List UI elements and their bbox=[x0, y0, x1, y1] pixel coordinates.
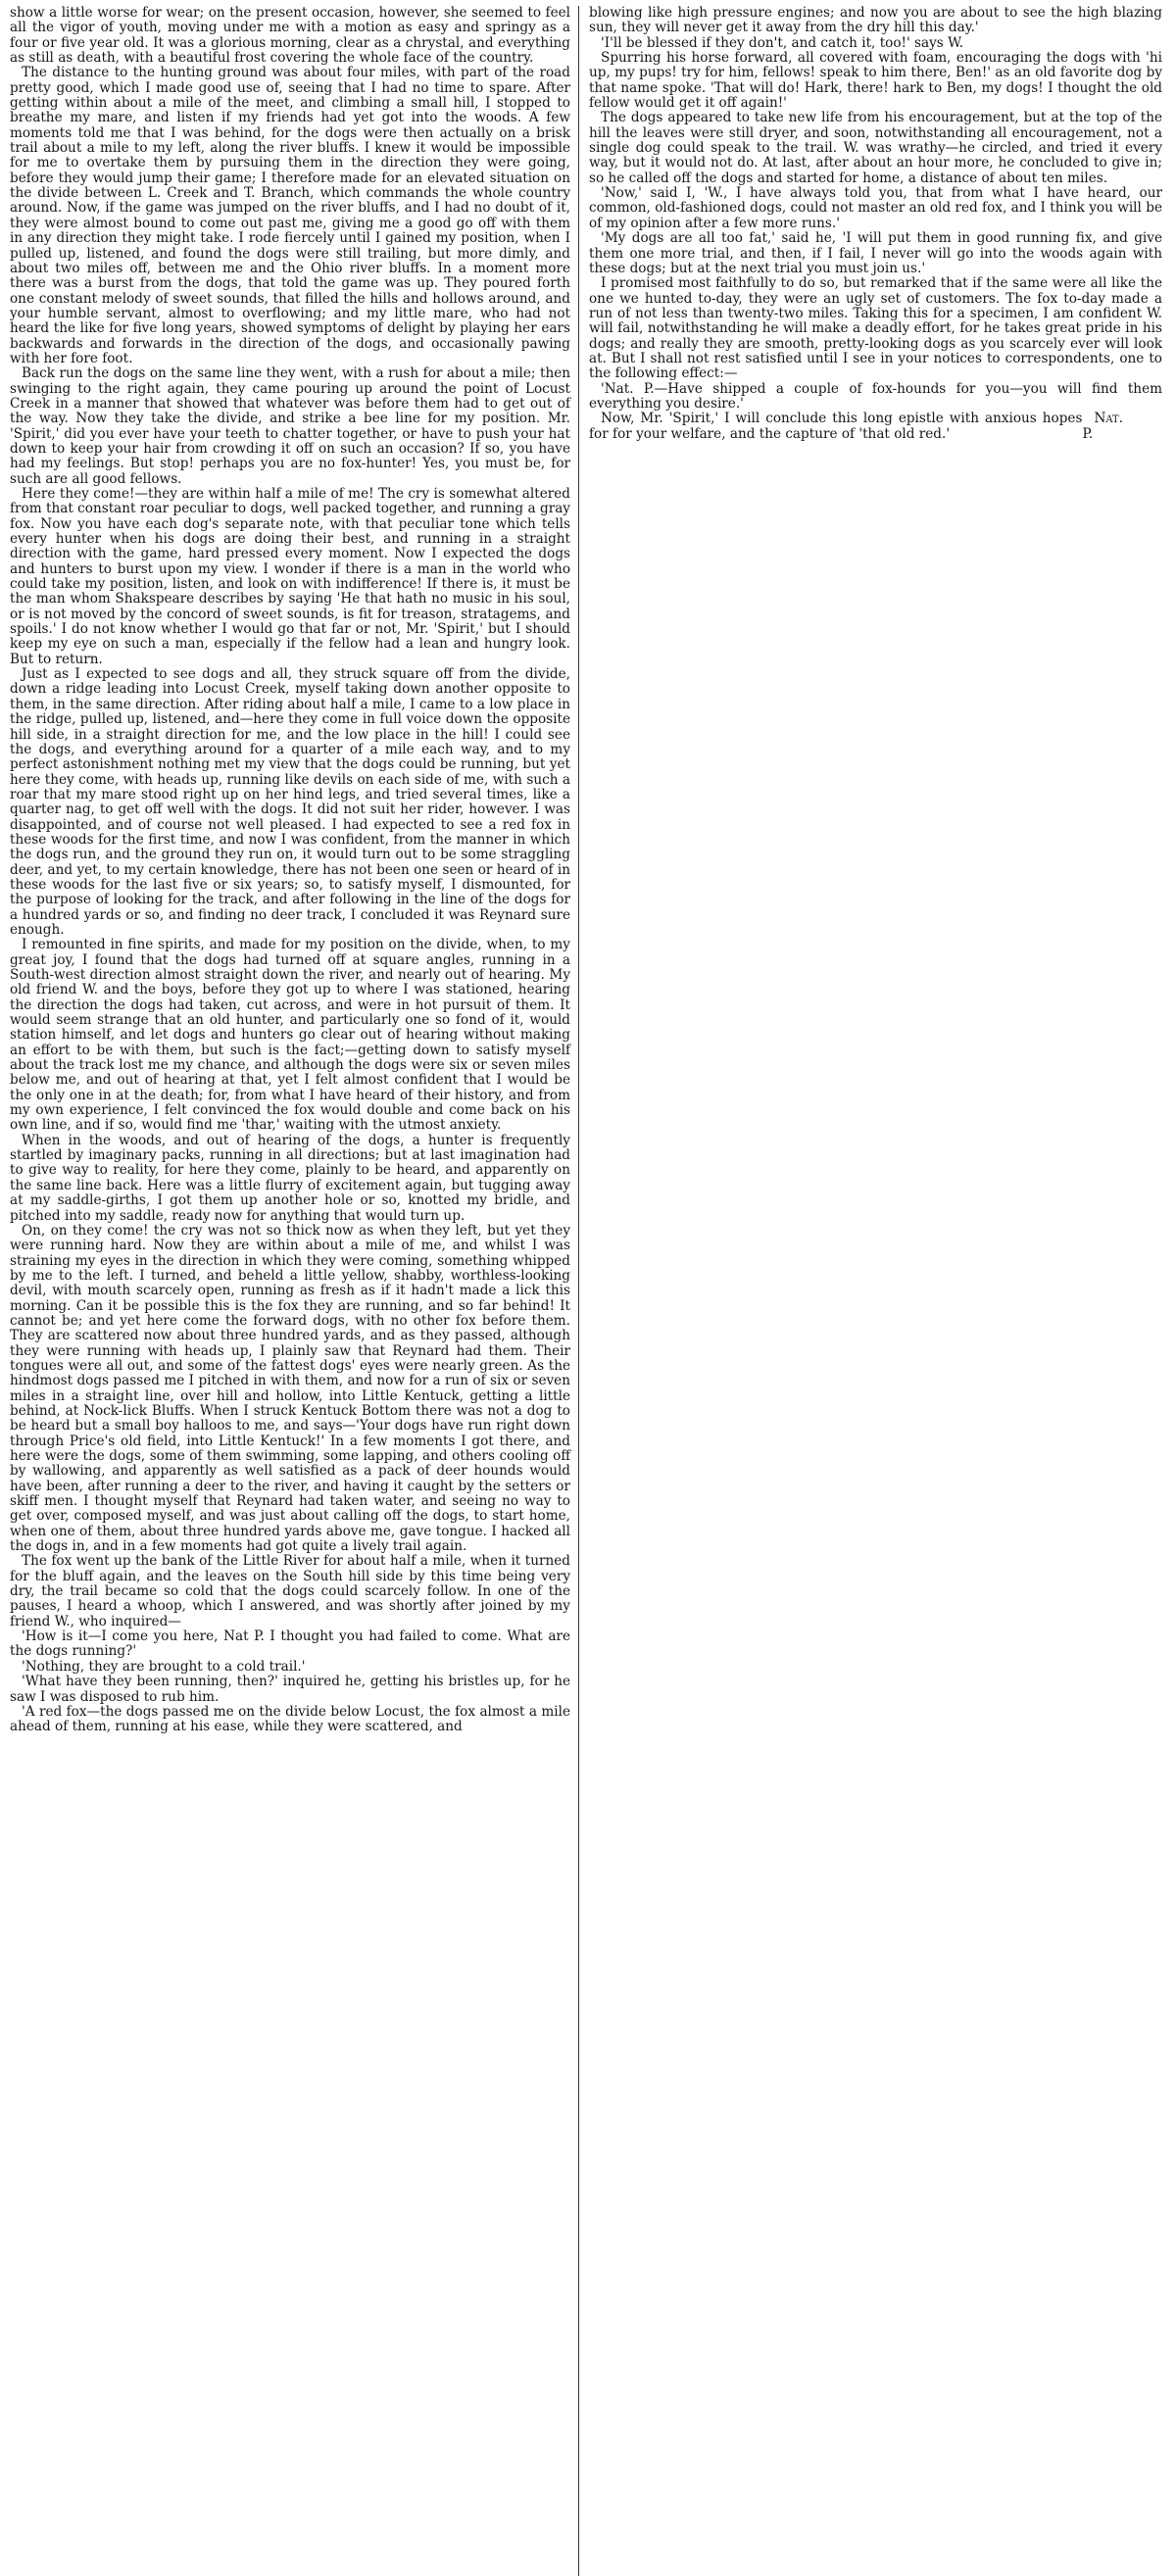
left-column bbox=[10, 6, 578, 2576]
author-signature: Nat. P. bbox=[1082, 411, 1123, 442]
dialogue-line: 'I'll be blessed if they don't, and catch it, too!' says W. bbox=[601, 34, 964, 51]
paragraph: On, on they come! the cry was not so thick now as when they left, but yet they were running hard. Now they are within about a mile of me, and whilst I was straining my eyes in the direction in which they were coming, something whipped by me to the left. I turned, and beheld a little yellow, shabby, worthless-looking devil, with mouth scarcely open, running as fresh as if it hadn't made a lick this morning. Can it be possible this is the fox they are running, and so far behind! It cannot be; and yet here come the forward dogs, with no other fox before them. They are scattered now about three hundred yards, and as they passed, although they were running with heads up, I plainly saw that Reynard had them. Their tongues were all out, and some of the fattest dogs' eyes were nearly green. As the hindmost dogs passed me I pitched in with them, and now for a run of six or seven miles in a straight line, over hill and hollow, into Little Kentuck, getting a little behind, at Nock-lick Bluffs. When I struck Kentuck Bottom there was not a dog to be heard but a small boy halloos to me, and says—'Your dogs have run right down through Price's old field, into Little Kentuck!' In a few moments I got there, and here were the dogs, some of them swimming, some lapping, and others cooling off by wallowing, and apparently as well satisfied as a pack of deer hounds would have been, after running a deer to the river, and having it caught by the setters or skiff men. I thought myself that Reynard had taken water, and seeing no way to get over, composed myself, and was just about calling off the dogs, to start home, when one of them, about three hundred yards above me, gave tongue. I hacked all the dogs in, and in a few moments had got quite a lively trail again. bbox=[10, 1222, 570, 1555]
dialogue-line: 'What have they been running, then?' inquired he, getting his bristles up, for he saw I was disposed to rub him. bbox=[10, 1674, 570, 1705]
closing-paragraph: Now, Mr. 'Spirit,' I will conclude this long epistle with anxious hopes for for your welfare, and the capture of 'that old red.' bbox=[589, 411, 1083, 442]
paragraph: 'My dogs are all too fat,' said he, 'I will put them in good running fix, and give them one more trial, and then, if I fail, I never will go into the woods again with these dogs; but at the next trial you must join us.' bbox=[589, 230, 1162, 276]
paragraph: I promised most faithfully to do so, but remarked that if the same were all like the one we hunted to-day, they were an ugly set of customers. The fox to-day made a run of not less than twenty-two miles. Taking this for a specimen, I am confident W. will fail, notwithstanding he will make a deadly effort, for he takes great pride in his dogs; and really they are smooth, pretty-looking dogs as you scarcely ever will look at. But I shall not rest satisfied until I see in your notices to correspondents, one to the following effect:— bbox=[589, 275, 1162, 382]
paragraph: Just as I expected to see dogs and all, they struck square off from the divide, down a ridge leading into Locust Creek, myself taking down another opposite to them, in the same direction. After riding about half a mile, I came to a low place in the ridge, pulled up, listened, and—here they come in full voice down the opposite hill side, in a straight direction for me, and the low place in the hill! I could see the dogs, and everything around for a quarter of a mile each way, and to my perfect astonishment nothing met my view that the dogs could be running, but yet here they come, with heads up, running like devils on each side of me, with such a roar that my mare stood right up on her hind legs, and tried several times, like a quarter nag, to get off well with the dogs. It did not suit her rider, however. I was disappointed, and of course not well pleased. I had expected to see a red fox in these woods for the first time, and now I was confident, from the manner in which the dogs run, and the ground they run on, it would turn out to be some straggling deer, and yet, to my certain knowledge, there has not been one seen or heard of in these woods for the last five or six years; so, to satisfy myself, I dismounted, for the purpose of looking for the track, and after following in the line of the dogs for a hundred yards or so, and finding no deer track, I concluded it was Reynard sure enough. bbox=[10, 666, 570, 938]
paragraph: 'Now,' said I, 'W., I have always told you, that from what I have heard, our common, old-fashioned dogs, could not master an old red fox, and I think you will be of my opinion after a few more runs.' bbox=[589, 185, 1162, 231]
dialogue-line: 'Nothing, they are brought to a cold trail.' bbox=[22, 1658, 306, 1675]
paragraph: 'Nat. P.—Have shipped a couple of fox-hounds for you—you will find them everything you desire.' bbox=[589, 380, 1162, 412]
paragraph: The fox went up the bank of the Little River for about half a mile, when it turned for the bluff again, and the leaves on the South hill side by this time being very dry, the trail became so cold that the dogs could scarcely follow. In one of the pauses, I heard a whoop, which I answered, and was shortly after joined by my friend W., who inquired— bbox=[10, 1553, 570, 1629]
paragraph: I remounted in fine spirits, and made for my position on the divide, when, to my great joy, I found that the dogs had turned off at square angles, running in a South-west direction almost straight down the river, and nearly out of hearing. My old friend W. and the boys, before they got up to where I was stationed, hearing the direction the dogs had taken, cut across, and were in hot pursuit of them. It would seem strange that an old hunter, and particularly one so fond of it, would station himself, and let dogs and hunters go clear out of hearing without making an effort to be with them, but such is the fact;—getting down to satisfy myself about the track lost me my chance, and although the dogs were six or seven miles below me, and out of hearing at that, yet I felt almost confident that I would be the only one in at the death; for, from what I have heard of their history, and from my own experience, I felt convinced the fox would double and come back on his own line, and if so, would find me 'thar,' waiting with the utmost anxiety. bbox=[10, 937, 570, 1134]
paragraph: blowing like high pressure engines; and now you are about to see the high blazing sun, they will never get it away from the dry hill this day.' bbox=[589, 6, 1162, 36]
paragraph: Here they come!—they are within half a mile of me! The cry is somewhat altered from that constant roar peculiar to dogs, well packed together, and running a gray fox. Now you have each dog's separate note, with that peculiar tone which tells every hunter when his dogs are doing their best, and running in a straight direction with the game, hard pressed every moment. Now I expected the dogs and hunters to burst upon my view. I wonder if there is a man in the world who could take my position, listen, and look on with indifference! If there is, it must be the man whom Shakspeare describes by saying 'He that hath no music in his soul, or is not moved by the concord of sweet sounds, is fit for treason, stratagems, and spoils.' I do not know whether I would go that far or not, Mr. 'Spirit,' but I should keep my eye on such a man, especially if the fellow had a lean and hungry look. But to return. bbox=[10, 486, 570, 667]
closing-row bbox=[589, 412, 1162, 442]
right-column bbox=[579, 6, 1162, 2576]
dialogue-line: 'How is it—I come you here, Nat P. I thought you had failed to come. What are the dogs running?' bbox=[10, 1628, 570, 1660]
paragraph: Spurring his horse forward, all covered with foam, encouraging the dogs with 'hi up, my pups! try for him, fellows! speak to him there, Ben!' as an old favorite dog by that name spoke. 'That will do! Hark, there! hark to Ben, my dogs! I thought the old fellow would get it off again!' bbox=[589, 50, 1162, 112]
paragraph: Back run the dogs on the same line they went, with a rush for about a mile; then swinging to the right again, they came pouring up around the point of Locust Creek in a manner that showed that whatever was before them had to get out of the way. Now they take the divide, and strike a bee line for my position. Mr. 'Spirit,' did you ever have your teeth to chatter together, or have to push your hat down to keep your hair from crowding it off on such an occasion? If so, you have had my feelings. But stop! perhaps you are no fox-hunter! Yes, you must be, for such are all good fellows. bbox=[10, 365, 570, 487]
dialogue-line: 'A red fox—the dogs passed me on the divide below Locust, the fox almost a mile ahead of them, running at his ease, while they were scattered, and bbox=[10, 1703, 570, 1735]
paragraph: When in the woods, and out of hearing of the dogs, a hunter is frequently startled by imaginary packs, running in all directions; but at last imagination had to give way to reality, for here they come, plainly to be heard, and apparently on the same line back. Here was a little flurry of excitement again, but tugging away at my saddle-girths, I got them up another hole or so, knotted my bridle, and pitched into my saddle, ready now for anything that would turn up. bbox=[10, 1132, 570, 1224]
paragraph: show a little worse for wear; on the present occasion, however, she seemed to feel all the vigor of youth, moving under me with a motion as easy and springy as a four or five year old. It was a glorious morning, clear as a chrystal, and everything as still as death, with a beautiful frost covering the whole face of the country. bbox=[10, 6, 570, 67]
paragraph: The dogs appeared to take new life from his encouragement, but at the top of the hill the leaves were still dryer, and soon, notwithstanding all encouragement, not a single dog could speak to the trail. W. was wrathy—he circled, and tried it every way, but it would not do. At last, after about an hour more, he concluded to give in; so he called off the dogs and started for home, a distance of about ten miles. bbox=[589, 110, 1162, 186]
paragraph: The distance to the hunting ground was about four miles, with part of the road pretty good, which I made good use of, seeing that I had no time to spare. After getting within about a mile of the meet, and climbing a small hill, I stopped to breathe my mare, and listen if my friends had yet got into the woods. A few moments told me that I was behind, for the dogs were then actually on a brisk trail about a mile to my left, along the river bluffs. I knew it would be impossible for me to overtake them by pursuing them in the direction they were going, before they would jump their game; I therefore made for an elevated situation on the divide between L. Creek and T. Branch, which commands the whole country around. Now, if the game was jumped on the river bluffs, and I had no doubt of it, they were almost bound to come out past me, giving me a good go off with them in any direction they might take. I rode fiercely until I gained my position, when I pulled up, listened, and found the dogs were still trailing, but more dimly, and about two miles off, between me and the Ohio river bluffs. In a moment more there was a burst from the dogs, that told the game was up. They poured forth one constant melody of sweet sounds, that filled the hills and hollows around, and your humble servant, almost to overflowing; and my little mare, who had not heard the like for five long years, showed symptoms of delight by playing her ears backwards and forwards in the direction of the dogs, and occasionally pawing with her fore foot. bbox=[10, 65, 570, 366]
